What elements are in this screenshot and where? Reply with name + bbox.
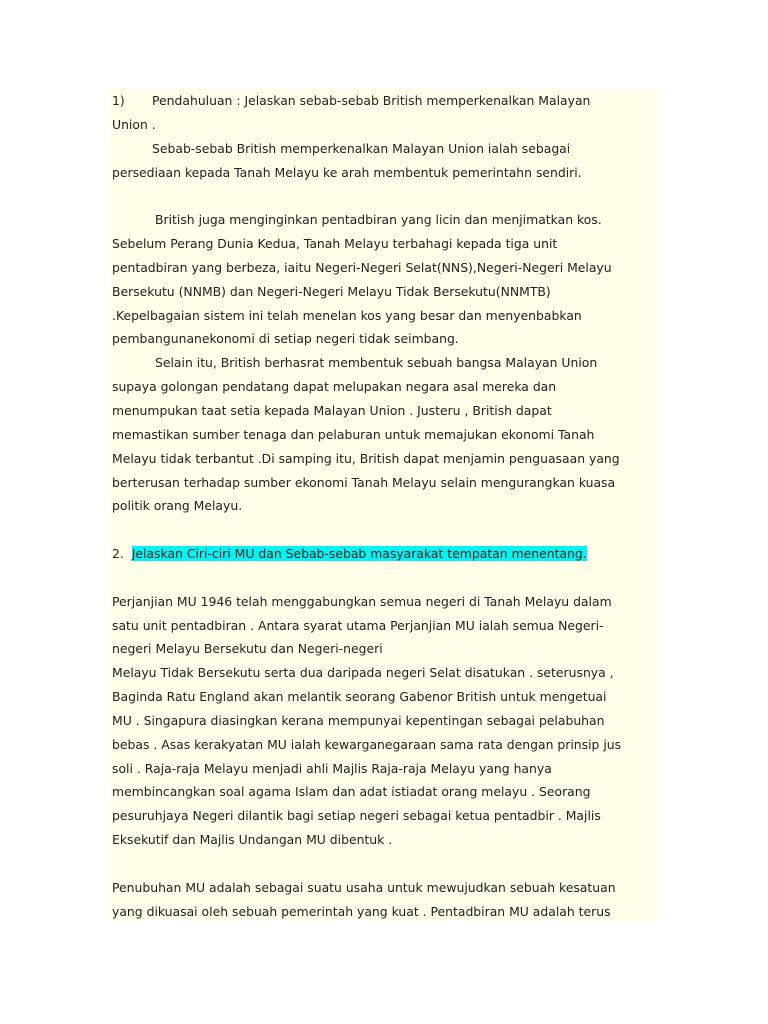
paragraph-line: satu unit pentadbiran . Antara syarat utama Perjanjian MU ialah semua Negeri-	[112, 617, 604, 633]
paragraph-line: politik orang Melayu.	[112, 498, 243, 514]
paragraph-line: berterusan terhadap sumber ekonomi Tanah Melayu selain mengurangkan kuasa	[112, 474, 616, 490]
paragraph-line: Sebab-sebab British memperkenalkan Malayan Union ialah sebagai	[152, 140, 571, 156]
paragraph-line: Perjanjian MU 1946 telah menggabungkan semua negeri di Tanah Melayu dalam	[112, 593, 612, 609]
paragraph-line: British juga menginginkan pentadbiran yang licin dan menjimatkan kos.	[155, 212, 602, 228]
paragraph-line: menumpukan taat setia kepada Malayan Union . Justeru , British dapat	[112, 402, 552, 418]
paragraph-line: pembangunanekonomi di setiap negeri tidak seimbang.	[112, 331, 459, 347]
paragraph-line: .Kepelbagaian sistem ini telah menelan kos yang besar dan menyenbabkan	[112, 307, 582, 323]
paragraph-line: Selain itu, British berhasrat membentuk sebuah bangsa Malayan Union	[155, 355, 598, 371]
paragraph-line: Bersekutu (NNMB) dan Negeri-Negeri Melayu Tidak Bersekutu(NNMTB)	[112, 283, 551, 299]
document-text	[112, 89, 621, 924]
paragraph-line: MU . Singapura diasingkan kerana mempunyai kepentingan sebagai pelabuhan	[112, 712, 605, 728]
paragraph-line: persediaan kepada Tanah Melayu ke arah membentuk pemerintahn sendiri.	[112, 164, 582, 180]
section1-number: 1)	[112, 93, 125, 108]
paragraph-line: bebas . Asas kerakyatan MU ialah kewarganegaraan sama rata dengan prinsip jus	[112, 736, 622, 752]
paragraph-line: negeri Melayu Bersekutu dan Negeri-negeri	[112, 641, 383, 657]
paragraph-line: pentadbiran yang berbeza, iaitu Negeri-Negeri Selat(NNS),Negeri-Negeri Melayu	[112, 259, 612, 275]
section2-heading-highlighted: Jelaskan Ciri-ciri MU dan Sebab-sebab masyarakat tempatan menentang.	[131, 546, 587, 562]
paragraph-line: Baginda Ratu England akan melantik seorang Gabenor British untuk mengetuai	[112, 689, 607, 705]
section1-heading	[112, 89, 621, 113]
paragraph-line: membincangkan soal agama Islam dan adat istiadat orang melayu . Seorang	[112, 784, 591, 800]
section2-heading	[112, 542, 621, 566]
section1-heading-cont: Union .	[112, 116, 156, 132]
section1-heading-text: Pendahuluan : Jelaskan sebab-sebab British memperkenalkan Malayan	[152, 93, 591, 108]
paragraph-line: Melayu tidak terbantut .Di samping itu, British dapat menjamin penguasaan yang	[112, 450, 620, 466]
paragraph-line: pesuruhjaya Negeri dilantik bagi setiap negeri sebagai ketua pentadbir . Majlis	[112, 808, 601, 824]
paragraph-line: yang dikuasai oleh sebuah pemerintah yang kuat . Pentadbiran MU adalah terus	[112, 903, 611, 919]
paragraph-line: memastikan sumber tenaga dan pelaburan untuk memajukan ekonomi Tanah	[112, 426, 595, 442]
paragraph-line: soli . Raja-raja Melayu menjadi ahli Majlis Raja-raja Melayu yang hanya	[112, 760, 552, 776]
section2-number: 2.	[112, 546, 124, 562]
paragraph-line: supaya golongan pendatang dapat melupakan negara asal mereka dan	[112, 379, 557, 395]
paragraph-line: Melayu Tidak Bersekutu serta dua daripada negeri Selat disatukan . seterusnya ,	[112, 665, 614, 681]
paragraph-line: Eksekutif dan Majlis Undangan MU dibentuk .	[112, 832, 393, 848]
paragraph-line: Penubuhan MU adalah sebagai suatu usaha untuk mewujudkan sebuah kesatuan	[112, 879, 616, 895]
paragraph-line: Sebelum Perang Dunia Kedua, Tanah Melayu terbahagi kepada tiga unit	[112, 236, 558, 252]
